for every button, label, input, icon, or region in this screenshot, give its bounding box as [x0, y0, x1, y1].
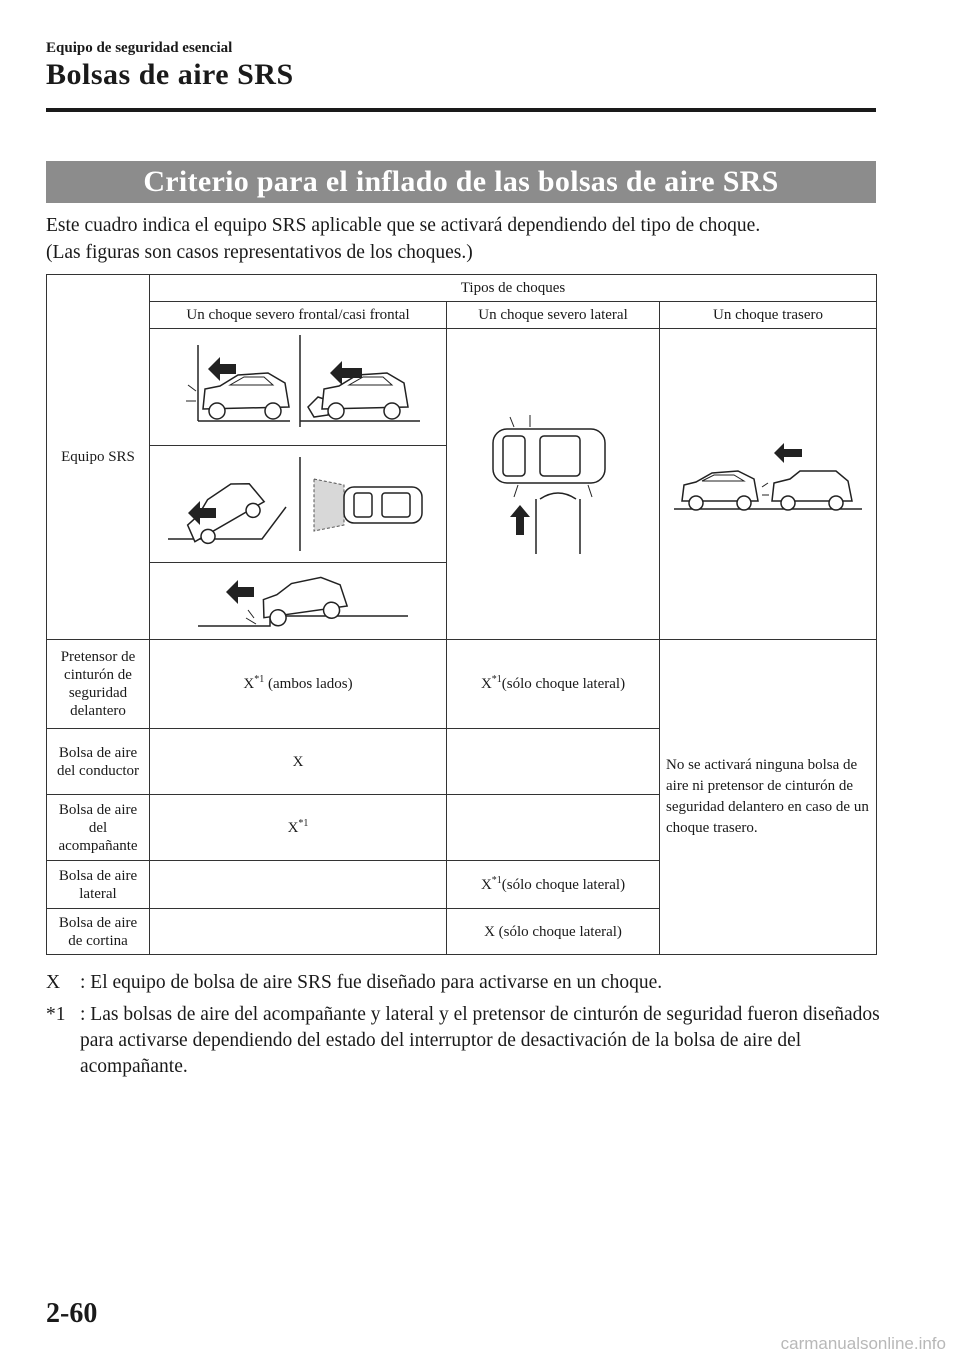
row-label-passenger-airbag: Bolsa de aire del acompañante: [47, 795, 150, 861]
curtain-airbag-lateral-value: X (sólo choque lateral): [447, 909, 660, 955]
passenger-airbag-lateral-value: [447, 795, 660, 861]
footnote-x-mark: X: [46, 972, 61, 993]
watermark: carmanualsonline.info: [780, 1334, 946, 1353]
intro-line-1: Este cuadro indica el equipo SRS aplicable que se activará dependiendo del tipo de choque.: [46, 215, 761, 236]
col-header-frontal: Un choque severo frontal/casi frontal: [150, 302, 447, 329]
chapter-title: Equipo de seguridad esencial: [46, 40, 233, 56]
section-title: Criterio para el inflado de las bolsas de aire SRS: [46, 161, 876, 203]
header-rule: [46, 108, 876, 112]
frontal-crash-figure-2: [150, 446, 447, 563]
intro-text: [46, 212, 886, 266]
footnotes: [46, 970, 886, 1086]
footnote-1: [46, 1002, 886, 1080]
pretensioner-lateral-value: $X^{*1}(sólo$ choque lateral): [447, 640, 660, 729]
srs-criteria-table: [46, 274, 877, 955]
curtain-airbag-frontal-value: [150, 909, 447, 955]
pretensioner-frontal-value: $X^{*1}$ (ambos lados): [150, 640, 447, 729]
srs-equipment-header: Equipo SRS: [47, 275, 150, 640]
frontal-collision-illustration: [158, 335, 438, 439]
row-label-driver-airbag: Bolsa de aire del conductor: [47, 729, 150, 795]
angled-impact-illustration: [158, 451, 438, 557]
ditch-impact-illustration: [158, 566, 438, 636]
rear-crash-note: No se activará ninguna bolsa de aire ni pretensor de cinturón de seguridad delantero en caso de un choque trasero.: [660, 640, 877, 955]
footnote-1-text: : Las bolsas de aire del acompañante y lateral y el pretensor de cinturón de seguridad fueron diseñados para activarse dependiendo del estado del interruptor de desactivación de la bolsa de aire del acompañante.: [80, 1004, 880, 1077]
footnote-x: [46, 970, 886, 996]
page-title: Bolsas de aire SRS: [46, 58, 294, 91]
side-crash-figure: [447, 329, 660, 640]
rear-collision-illustration: [668, 439, 868, 529]
frontal-crash-figure-3: [150, 563, 447, 640]
footnote-x-text: : El equipo de bolsa de aire SRS fue diseñado para activarse en un choque.: [80, 972, 663, 993]
side-airbag-lateral-value: $X^{*1}(sólo$ choque lateral): [447, 861, 660, 909]
passenger-airbag-frontal-value: $X^{*1}$: [150, 795, 447, 861]
intro-line-2: (Las figuras son casos representativos de los choques.): [46, 242, 473, 263]
side-collision-illustration: [458, 389, 648, 579]
row-label-pretensioner: Pretensor de cinturón de seguridad delantero: [47, 640, 150, 729]
side-airbag-frontal-value: [150, 861, 447, 909]
page-number: 2-60: [46, 1298, 98, 1329]
row-label-side-airbag: Bolsa de aire lateral: [47, 861, 150, 909]
rear-crash-figure: [660, 329, 877, 640]
footnote-1-mark: *1: [46, 1004, 66, 1025]
row-label-curtain-airbag: Bolsa de aire de cortina: [47, 909, 150, 955]
driver-airbag-frontal-value: X: [150, 729, 447, 795]
col-header-rear: Un choque trasero: [660, 302, 877, 329]
frontal-crash-figure-1: [150, 329, 447, 446]
col-header-lateral: Un choque severo lateral: [447, 302, 660, 329]
crash-types-header: Tipos de choques: [150, 275, 877, 302]
driver-airbag-lateral-value: [447, 729, 660, 795]
